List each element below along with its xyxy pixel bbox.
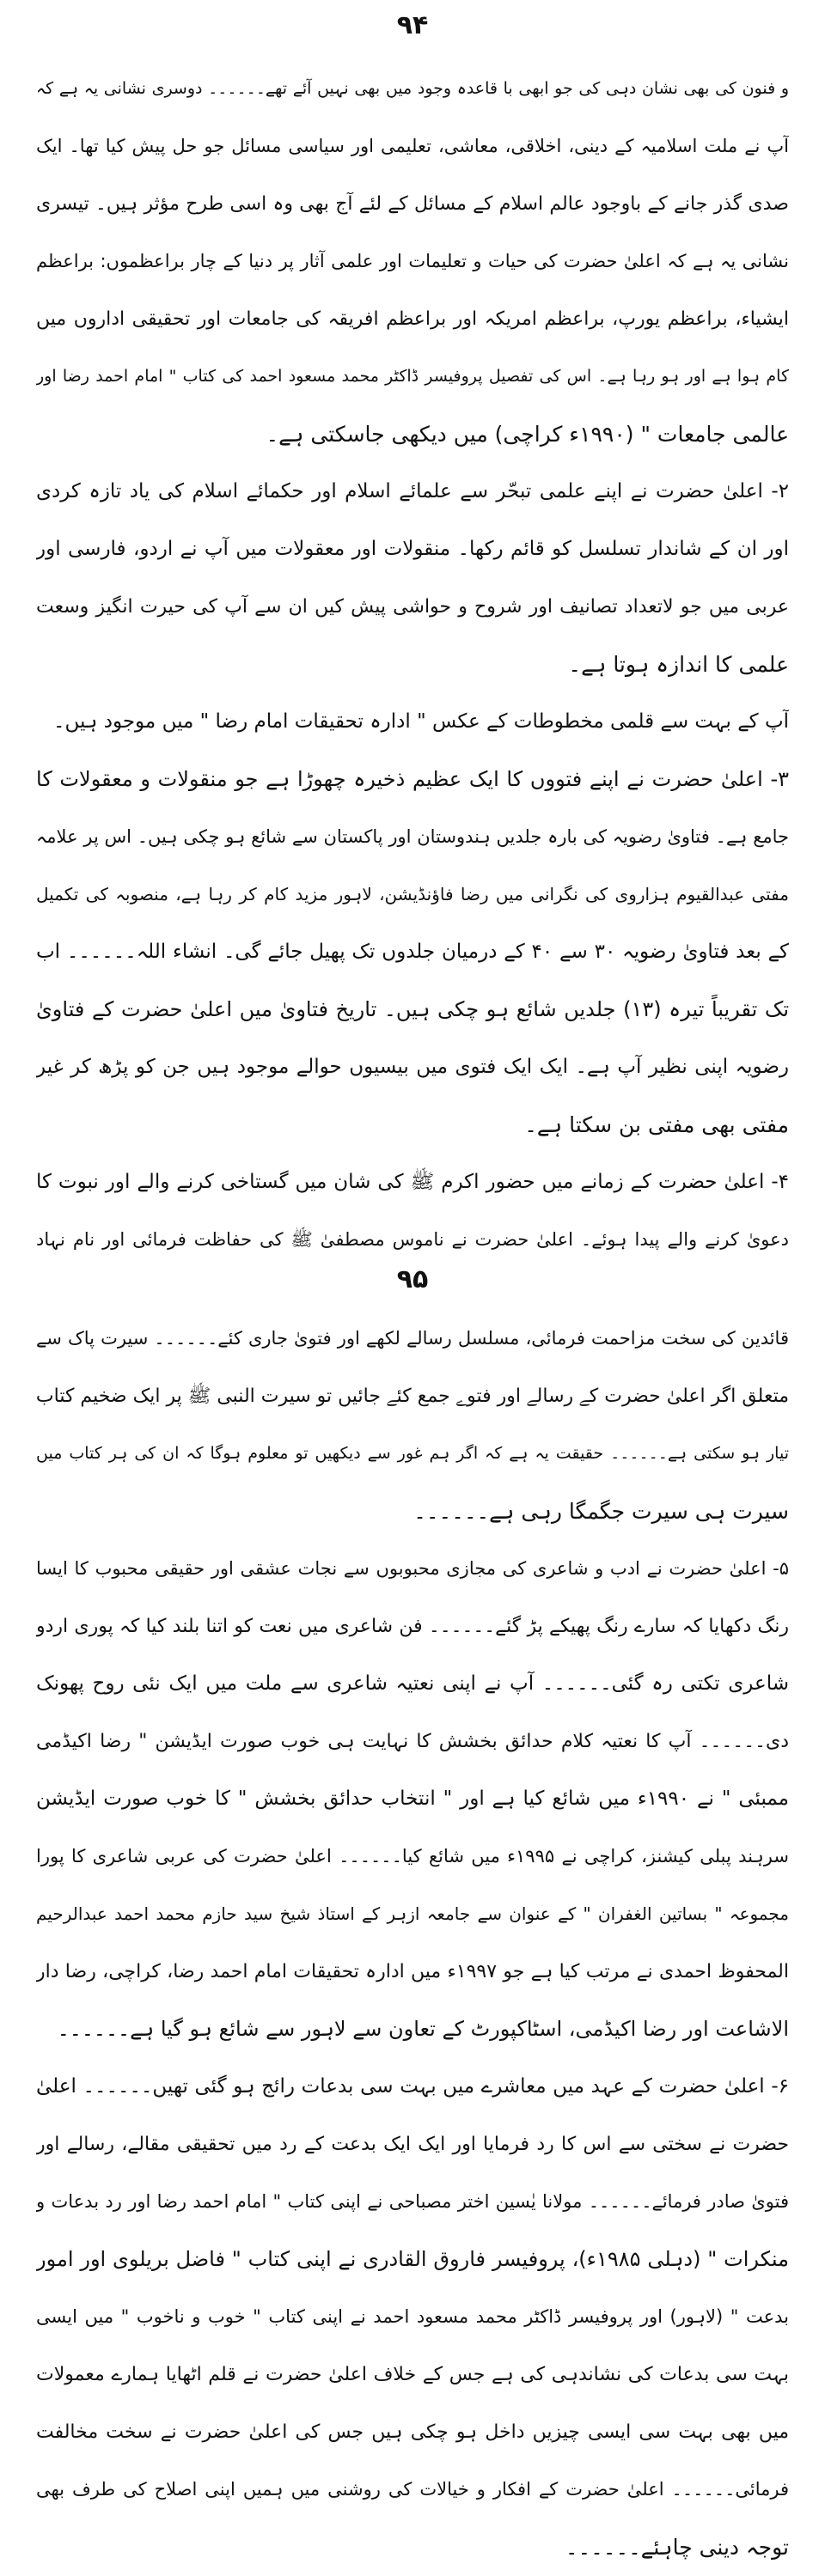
text-line: قائدین کی سخت مزاحمت فرمائی، مسلسل رسالے لکھے اور فتویٰ جاری کئے۔۔۔۔۔۔ سیرت پاک سے <box>36 1328 789 1349</box>
text-line: دعویٰ کرنے والے پیدا ہوئے۔ اعلیٰ حضرت نے ناموس مصطفیٰ ﷺ کی حفاظت فرمائی اور نام نہاد <box>36 1229 789 1250</box>
text-line: بدعت " (لاہور) اور پروفیسر ڈاکٹر محمد مسعود احمد نے اپنی کتاب " خوب و ناخوب " میں ایسی <box>36 2306 789 2327</box>
text-line: متعلق اگر اعلیٰ حضرت کے رسالے اور فتوے جمع کئے جائیں تو سیرت النبی ﷺ پر ایک ضخیم کتاب <box>36 1385 789 1407</box>
text-line: مفتی بھی مفتی بن سکتا ہے۔ <box>524 1112 789 1137</box>
text-line: عربی میں جو لاتعداد تصانیف اور شروح و حواشی پیش کیں ان سے آپ کی حیرت انگیز وسعت <box>36 596 789 618</box>
text-line: اور ان کے شاندار تسلسل کو قائم رکھا۔ منقولات اور معقولات میں آپ نے اردو، فارسی اور <box>36 538 789 560</box>
text-line: آپ نے ملت اسلامیہ کے دینی، اخلاقی، معاشی، تعلیمی اور سیاسی مسائل جو حل پیش کیا تھا۔ ایک <box>36 136 789 156</box>
text-line: ۳- اعلیٰ حضرت نے اپنے فتووں کا ایک عظیم ذخیرہ چھوڑا ہے جو منقولات و معقولات کا <box>36 767 789 791</box>
text-line: فتویٰ صادر فرمائے۔۔۔۔۔۔ مولانا یٰسین اختر مصباحی نے اپنی کتاب " امام احمد رضا اور رد بدعات و <box>36 2191 789 2212</box>
text-line: تیار ہو سکتی ہے۔۔۔۔۔۔ حقیقت یہ ہے کہ اگر ہم غور سے دیکھیں تو معلوم ہوگا کہ ان کی ہر کتاب میں <box>36 1444 789 1463</box>
text-line: فرمائی۔۔۔۔۔۔ اعلیٰ حضرت کے افکار و خیالات کی روشنی میں ہمیں اپنی اصلاح کی طرف بھی <box>36 2479 789 2500</box>
text-line: و فنون کی بھی نشان دہی کی جو ابھی با قاعدہ وجود میں بھی نہیں آئے تھے۔۔۔۔۔۔ دوسری نشانی یہ ہے کہ <box>36 79 789 98</box>
text-line: عالمی جامعات " (۱۹۹۰ء کراچی) میں دیکھی جاسکتی ہے۔ <box>266 422 789 447</box>
text-line: رضویہ اپنی نظیر آپ ہے۔ ایک ایک فتوی میں بیسیوں حوالے موجود ہیں جن کو پڑھ کر غیر <box>36 1056 789 1078</box>
page-number-1: ۹۴ <box>396 10 429 40</box>
text-line: کام ہوا ہے اور ہو رہا ہے۔ اس کی تفصیل پروفیسر ڈاکٹر محمد مسعود احمد کی کتاب " امام احمد رضا اور <box>36 367 789 386</box>
text-line: جامع ہے۔ فتاویٰ رضویہ کی بارہ جلدیں ہندوستان اور پاکستان سے شائع ہو چکی ہیں۔ اس پر علامہ <box>36 826 789 847</box>
text-line: نشانی یہ ہے کہ اعلیٰ حضرت کی حیات و تعلیمات اور علمی آثار پر دنیا کے چار براعظموں: براعظم <box>36 251 789 271</box>
text-line: ۲- اعلیٰ حضرت نے اپنے علمی تبحّر سے علمائے اسلام اور حکمائے اسلام کی یاد تازہ کردی <box>36 480 789 502</box>
text-line: ایشیاء، براعظم یورپ، براعظم امریکہ اور براعظم افریقہ کی جامعات اور تحقیقی اداروں میں <box>36 308 789 330</box>
text-line: حضرت نے سختی سے اس کا رد فرمایا اور ایک ایک بدعت کے رد میں تحقیقی مقالے، رسالے اور <box>36 2134 789 2155</box>
text-line: دی۔۔۔۔۔۔ آپ کا نعتیہ کلام حدائق بخشش کا نہایت ہی خوب صورت ایڈیشن " رضا اکیڈمی <box>36 1731 789 1752</box>
page-2-body <box>36 1310 789 2576</box>
page-number-2: ۹۵ <box>396 1264 429 1294</box>
text-line: ممبئی " نے ۱۹۹۰ء میں شائع کیا ہے اور " انتخاب حدائق بخشش " کا خوب صورت ایڈیشن <box>36 1787 789 1810</box>
text-line: آپ کے بہت سے قلمی مخطوطات کے عکس " ادارہ تحقیقات امام رضا " میں موجود ہیں۔ <box>53 710 789 733</box>
text-line: مجموعہ " بساتین الغفران " کے عنوان سے جامعہ ازہر کے استاذ شیخ سید حازم محمد احمد عبدالرحیم <box>36 1903 789 1924</box>
text-line: ۶- اعلیٰ حضرت کے عہد میں معاشرے میں بہت سی بدعات رائج ہو گئی تھیں۔۔۔۔۔۔ اعلیٰ <box>36 2075 789 2098</box>
text-line: الاشاعت اور رضا اکیڈمی، اسٹاکپورٹ کے تعاون سے لاہور سے شائع ہو گیا ہے۔۔۔۔۔۔ <box>57 2017 789 2041</box>
text-line: رنگ دکھایا کہ سارے رنگ پھیکے پڑ گئے۔۔۔۔۔۔ فن شاعری میں نعت کو اتنا بلند کیا کہ پوری اردو <box>36 1616 789 1637</box>
text-line: سرہند پبلی کیشنز، کراچی نے ۱۹۹۵ء میں شائع کیا۔۔۔۔۔۔ اعلیٰ حضرت کی عربی شاعری کا پورا <box>36 1846 789 1867</box>
text-line: ۴- اعلیٰ حضرت کے زمانے میں حضور اکرم ﷺ کی شان میں گستاخی کرنے والے اور نبوت کا <box>36 1171 789 1193</box>
text-line: شاعری تکتی رہ گئی۔۔۔۔۔۔ آپ نے اپنی نعتیہ شاعری سے ملت میں ایک نئی روح پھونک <box>36 1672 789 1695</box>
text-line: سیرت ہی سیرت جگمگا رہی ہے۔۔۔۔۔۔ <box>413 1499 789 1524</box>
text-line: بہت سی بدعات کی نشاندہی کی ہے جس کے خلاف اعلیٰ حضرت نے قلم اٹھایا ہمارے معمولات <box>36 2364 789 2385</box>
text-line: کے بعد فتاویٰ رضویہ ۳۰ سے ۴۰ کے درمیان جلدوں تک پھیل جائے گی۔ انشاء اللہ۔۔۔۔۔۔ اب <box>36 941 789 963</box>
text-line: توجہ دینی چاہئے۔۔۔۔۔۔ <box>565 2535 789 2560</box>
text-line: منکرات " (دہلی ۱۹۸۵ء)، پروفیسر فاروق القادری نے اپنی کتاب " فاضل بریلوی اور امور <box>36 2247 789 2271</box>
text-line: صدی گذر جانے کے باوجود عالم اسلام کے مسائل کے لئے آج بھی وہ اسی طرح مؤثر ہیں۔ تیسری <box>36 193 789 215</box>
text-line: علمی کا اندازہ ہوتا ہے۔ <box>568 652 789 677</box>
text-line: مفتی عبدالقیوم ہزاروی کی نگرانی میں رضا فاؤنڈیشن، لاہور مزید کام کر رہا ہے، منصوبہ کی تکمیل <box>36 884 789 904</box>
text-line: تک تقریباً تیرہ (۱۳) جلدیں شائع ہو چکی ہیں۔ تاریخ فتاویٰ میں اعلیٰ حضرت کے فتاویٰ <box>36 997 789 1021</box>
text-line: میں بھی بہت سی ایسی چیزیں داخل ہو چکی ہیں جس کی اعلیٰ حضرت نے سخت مخالفت <box>36 2421 789 2443</box>
page-1-body <box>36 60 789 1269</box>
text-line: المحفوظ احمدی نے مرتب کیا ہے جو ۱۹۹۷ء میں ادارہ تحقیقات امام احمد رضا، کراچی، رضا دار <box>36 1961 789 1982</box>
text-line: ۵- اعلیٰ حضرت نے ادب و شاعری کی مجازی محبوبوں سے نجات عشقی اور حقیقی محبوب کا ایسا <box>36 1558 789 1579</box>
